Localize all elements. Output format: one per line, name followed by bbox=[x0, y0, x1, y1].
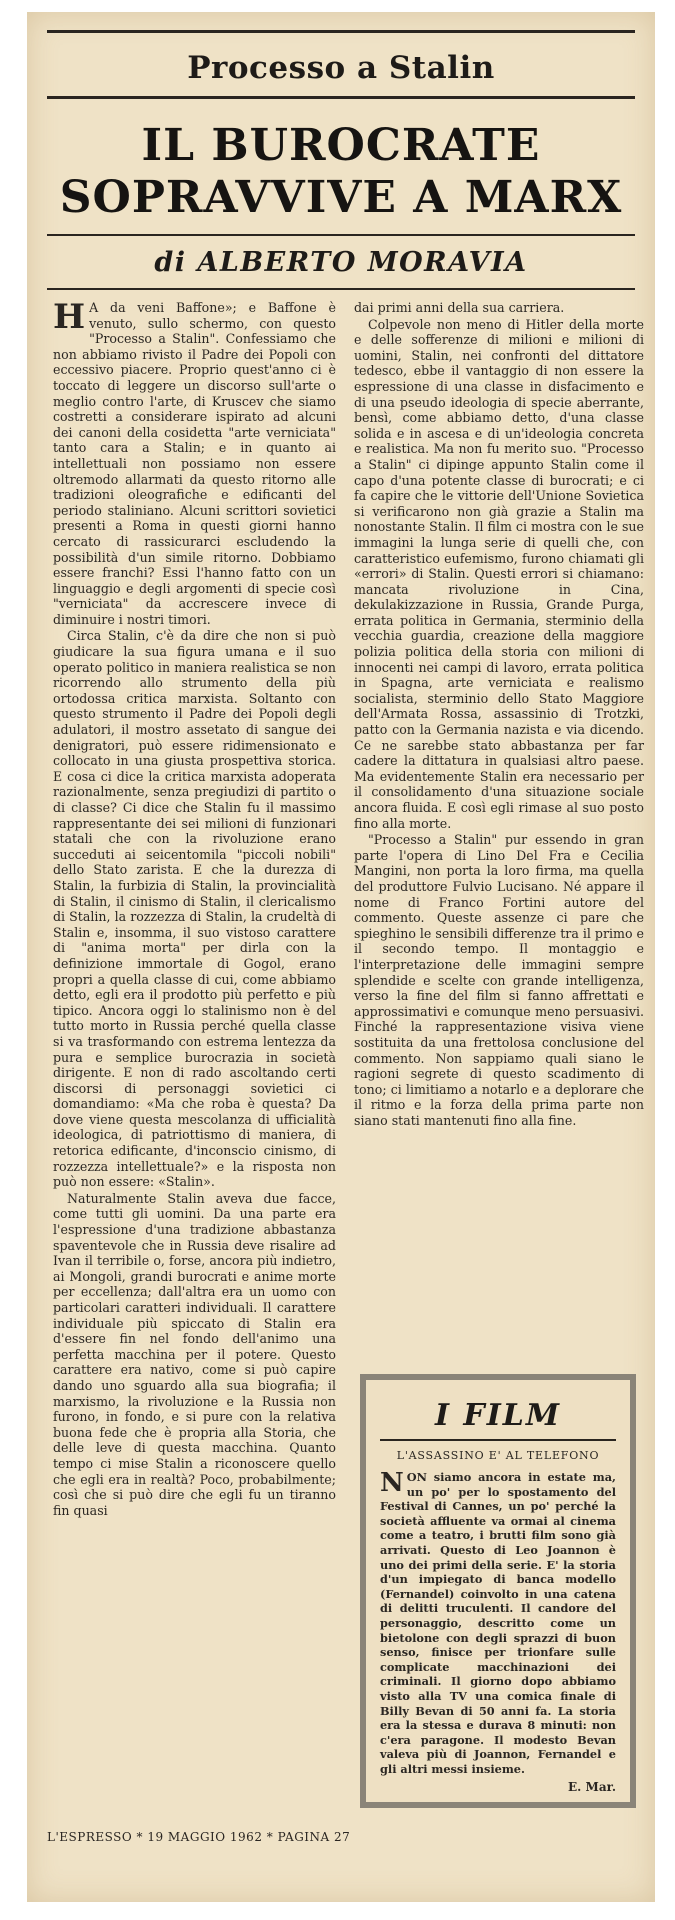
film-box-subtitle: L'ASSASSINO E' AL TELEFONO bbox=[396, 1449, 600, 1462]
paragraph-3: Naturalmente Stalin aveva due facce, come tutti gli uomini. Da una parte era l'espressione d'una tradizione abbastanza spaventevole che in Russia deve risalire ad Ivan il terribile o, forse, ancora più indietro, ai Mongoli, grandi burocrati e anime morte per eccellenza; dall'altra era un uomo con particolari caratteri individuali. Il carattere individuale più spiccato di Stalin era d'essere fin nel fondo dell'animo una perfetta macchina per il potere. Questo carattere era nativo, come si può capire dando uno sguardo alla sua biografia; il marxismo, la rivoluzione e la Russia non furono, in fondo, e si pure con la relativa buona fede che è propria alla Storia, che delle leve di questa macchina. Quanto tempo ci mise Stalin a riconoscere quello che egli era in realtà? Poco, probabilmente; così che si può dire che egli fu un tiranno fin quasi bbox=[53, 1190, 336, 1518]
film-review-box bbox=[360, 1374, 636, 1808]
paragraph-5: "Processo a Stalin" pur essendo in gran parte l'opera di Lino Del Fra e Cecilia Mangini, non porta la loro firma, ma quella del produttore Fulvio Lucisano. Né appare il nome di Franco Fortini autore del commento. Queste assenze ci pare che spieghino le sensibili differenze tra il primo e il secondo tempo. Il montaggio e l'interpretazione delle immagini sempre splendide e scelte con grande intelligenza, verso la fine del film si fanno affrettati e approssimativi e comunque meno persuasivi. Finché la rappresentazione visiva viene sostituita da una frettolosa conclusione del commento. Non sappiamo quali siano le ragioni segrete di questo scadimento di tono; ci limitiamo a notarlo e a deplorare che il ritmo e la forza della prima parte non siano stati mantenuti fino alla fine. bbox=[354, 832, 644, 1128]
film-review-inner bbox=[380, 1390, 616, 1795]
kicker-title: Processo a Stalin bbox=[187, 50, 495, 86]
byline: di ALBERTO MORAVIA bbox=[154, 247, 528, 278]
film-box-signature: E. Mar. bbox=[568, 1780, 616, 1795]
article-column-1 bbox=[53, 300, 336, 1810]
paragraph-4: Colpevole non meno di Hitler della morte e delle sofferenze di milioni e milioni di uomini, Stalin, nei confronti del dittatore tedesco, ebbe il vantaggio di non essere la espressione di una classe in disfacimento e di una pseudo ideologia di specie aberrante, bensì, come abbiamo detto, d'una classe solida e in ascesa e di un'ideologia concreta e realistica. Ma non fu merito suo. "Processo a Stalin" ci dipinge appunto Stalin come il capo d'una potente classe di burocrati; e ci fa capire che le vittorie dell'Unione Sovietica si verificarono non già grazie a Stalin ma nonostante Stalin. Il film ci mostra con le sue immagini la lunga serie di quelli che, con caratteristico eufemismo, furono chiamati gli «errori» di Stalin. Questi errori si chiamano: mancata rivoluzione in Cina, dekulakizzazione in Russia, Grande Purga, errata politica in Germania, sterminio della vecchia guardia, creazione della maggiore polizia politica della storia con milioni di innocenti nei campi di lavoro, errata politica in Spagna, arte verniciata e realismo socialista, sterminio dello Stato Maggiore dell'Armata Rossa, assassinio di Trotzki, patto con la Germania nazista e via dicendo. Ce ne sarebbe stato abbastanza per far cadere la dittatura in qualsiasi altro paese. Ma evidentemente Stalin era necessario per il consolidamento d'una situazione sociale ancora fluida. E così egli rimase al suo posto fino alla morte. bbox=[354, 316, 644, 831]
drop-cap: H bbox=[53, 300, 86, 337]
headline-rule bbox=[47, 234, 635, 236]
byline-rule bbox=[47, 288, 635, 290]
paragraph-2: Circa Stalin, c'è da dire che non si può giudicare la sua figura umana e il suo operato politico in maniera realistica se non ricorrendo allo strumento della più ortodossa critica marxista. Soltanto con questo strumento il Padre dei Popoli degli adulatori, il mostro assetato di sangue dei denigratori, può essere ridimensionato e collocato in una giusta prospettiva storica. E cosa ci dice la critica marxista adoperata razionalmente, senza pregiudizi di partito o di classe? Ci dice che Stalin fu il massimo rappresentante dei sei milioni di funzionari statali che con la rivoluzione erano succeduti ai seicentomila "piccoli nobili" dello Stato zarista. E che la durezza di Stalin, la furbizia di Stalin, la provincialità di Stalin, il cinismo di Stalin, il clericalismo di Stalin, la rozzezza di Stalin, la crudeltà di Stalin e, insomma, il suo vistoso carattere di "anima morta" per dirla con la definizione immortale di Gogol, erano propri a quella classe di cui, come abbiamo detto, egli era il prodotto più perfetto e più tipico. Ancora oggi lo stalinismo non è del tutto morto in Russia perché quella classe si va trasformando con estrema lentezza da pura e semplice burocrazia in società dirigente. E non di rado ascoltando certi discorsi di personaggi sovietici ci domandiamo: «Ma che roba è questa? Da dove viene questa mescolanza di ufficialità ideologica, di patriottismo di maniera, di retorica edificante, d'inconscio cinismo, di rozzezza intellettuale?» e la risposta non può non essere: «Stalin». bbox=[53, 628, 336, 1190]
article-column-2 bbox=[354, 300, 644, 1362]
film-box-title: I FILM bbox=[434, 1398, 562, 1433]
headline-line-2: SOPRAVVIVE A MARX bbox=[59, 172, 623, 223]
top-rule bbox=[47, 30, 635, 33]
paragraph-continuation: dai primi anni della sua carriera. bbox=[354, 300, 565, 315]
film-drop-cap: N bbox=[380, 1468, 404, 1498]
kicker-rule bbox=[47, 96, 635, 99]
film-box-text: NON siamo ancora in estate ma, un po' per lo spostamento del Festival di Cannes, un po' perché la società affluente va ormai al cinema come a teatro, i brutti film sono già arrivati. Questo di Leo Joannon è uno dei primi della serie. E' la storia d'un impiegato di banca modello (Fernandel) coinvolto in una catena di delitti truculenti. Il candore del personaggio, descritto come un bietolone con degli sprazzi di buon senso, finisce per trionfare sulle complicate macchinazioni dei criminali. Il giorno dopo abbiamo visto alla TV una comica finale di Billy Bevan di 50 anni fa. La storia era la stessa e durava 8 minuti: non c'era paragone. Il modesto Bevan valeva più di Joannon, Fernandel e gli altri messi insieme. bbox=[380, 1468, 616, 1776]
paragraph-1: H A da veni Baffone»; e Baffone è venuto, sullo schermo, con questo "Processo a Stalin". Confessiamo che non abbiamo rivisto il Padre dei Popoli con eccessivo piacere. Proprio quest'anno ci è toccato di leggere un discorso sull'arte o meglio contro l'arte, di Kruscev che siamo costretti a considerare ispirato ad alcuni dei canoni della cosidetta "arte verniciata" tanto cara a Stalin; e in quanto ai intellettuali non possiamo non essere oltremodo allarmati da questo ritorno alle tradizioni oleografiche e edificanti del periodo staliniano. Alcuni scrittori sovietici presenti a Roma in questi giorni hanno cercato di rassicurarci escludendo la possibilità d'un simile ritorno. Dobbiamo essere franchi? Essi l'hanno fatto con un linguaggio e degli argomenti di specie così "verniciata" da accrescere invece di diminuire i nostri timori. bbox=[53, 300, 336, 627]
newspaper-clipping bbox=[27, 12, 655, 1902]
page-footer: L'ESPRESSO * 19 MAGGIO 1962 * PAGINA 27 bbox=[47, 1830, 351, 1844]
headline-line-1: IL BUROCRATE bbox=[141, 120, 541, 171]
film-box-rule bbox=[380, 1439, 616, 1441]
